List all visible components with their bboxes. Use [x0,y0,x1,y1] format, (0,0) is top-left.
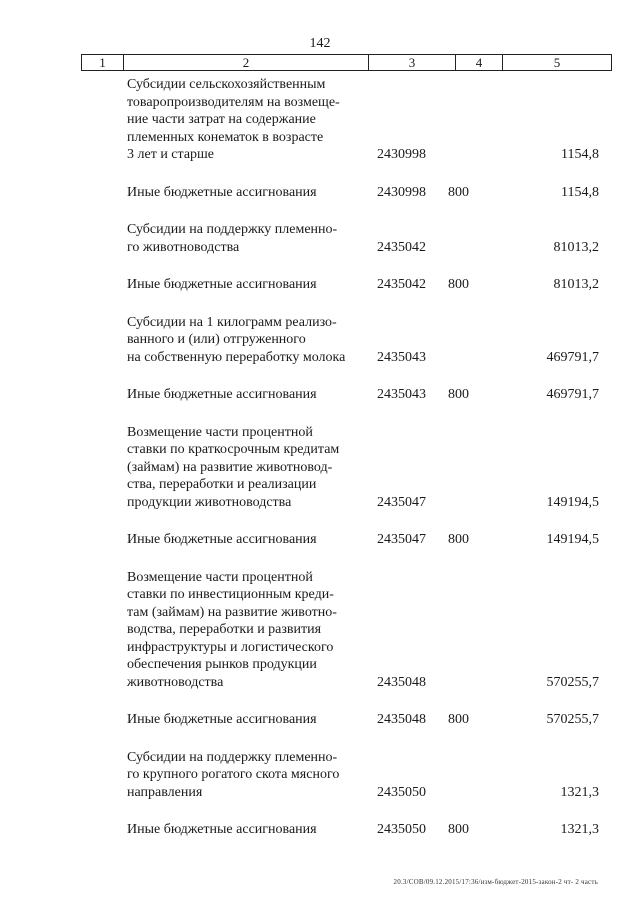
header-col-4: 4 [455,55,502,70]
table-row [0,386,640,404]
table-row [0,221,640,256]
row-code: 2435047 [377,532,426,547]
row-amount: 469791,7 [546,349,599,365]
row-description: Возмещение части процентной ставки по инвестиционным креди- там (займам) на развитие животно- водства, переработки и развития инфраструктуры и логистического обеспечения рынков продукции животноводства [127,569,337,690]
row-code: 2435042 [377,277,426,292]
row-amount: 1321,3 [560,822,599,837]
row-amount: 570255,7 [546,712,599,727]
row-code: 2435043 [377,387,426,402]
row-type: 800 [448,387,469,402]
row-description: Субсидии сельскохозяйственным товаропроизводителям на возмеще- ние части затрат на содержание племенных конематок в возрасте 3 лет и старше [127,77,340,162]
row-amount: 1154,8 [561,147,599,162]
row-type: 800 [448,532,469,547]
row-code: 2430998 [377,147,426,162]
header-col-5: 5 [502,55,611,70]
table-row [0,569,640,692]
table-row [0,276,640,294]
row-description: Иные бюджетные ассигнования [127,822,317,837]
row-type: 800 [448,277,469,292]
header-col-1: 1 [99,55,106,70]
row-description: Иные бюджетные ассигнования [127,712,317,727]
table-row [0,531,640,549]
document-footer: 20.3/СОВ/09.12.2015/17:36/изм-бюджет-2015-закон-2 чт- 2 часть [393,878,598,886]
table-row [0,821,640,839]
row-amount: 149194,5 [546,494,599,510]
row-amount: 469791,7 [546,387,599,402]
table-row [0,749,640,802]
table-row [0,711,640,729]
table-row [0,184,640,202]
row-type: 800 [448,712,469,727]
table-row [0,424,640,512]
row-description: Возмещение части процентной ставки по краткосрочным кредитам (займам) на развитие животновод- ства, переработки и реализации продукции животноводства [127,424,340,510]
table-row [0,76,640,164]
page-number: 142 [309,36,331,51]
row-code: 2435050 [377,784,426,800]
row-code: 2435042 [377,239,426,255]
row-amount: 81013,2 [553,277,599,292]
row-code: 2430998 [377,184,426,200]
row-type: 800 [448,822,469,837]
row-amount: 1154,8 [561,184,599,200]
row-amount: 570255,7 [546,674,599,690]
row-description: Субсидии на 1 килограмм реализо- ванного и (или) отгруженного на собственную переработку молока [127,314,346,365]
budget-table-body [0,76,640,859]
row-amount: 149194,5 [546,532,599,547]
row-description: Иные бюджетные ассигнования [127,532,317,547]
table-header [81,54,612,71]
header-col-3: 3 [368,55,455,70]
row-description: Иные бюджетные ассигнования [127,184,317,200]
row-code: 2435047 [377,494,426,510]
header-col-2: 2 [123,55,368,70]
row-description: Субсидии на поддержку племенно- го крупного рогатого скота мясного направления [127,749,340,800]
row-code: 2435048 [377,712,426,727]
row-code: 2435050 [377,822,426,837]
row-amount: 81013,2 [553,239,599,255]
row-description: Субсидии на поддержку племенно- го животноводства [127,222,338,255]
row-amount: 1321,3 [560,784,599,800]
row-description: Иные бюджетные ассигнования [127,387,317,402]
row-code: 2435048 [377,674,426,690]
table-row [0,314,640,367]
row-description: Иные бюджетные ассигнования [127,277,317,292]
row-code: 2435043 [377,349,426,365]
row-type: 800 [448,184,469,200]
